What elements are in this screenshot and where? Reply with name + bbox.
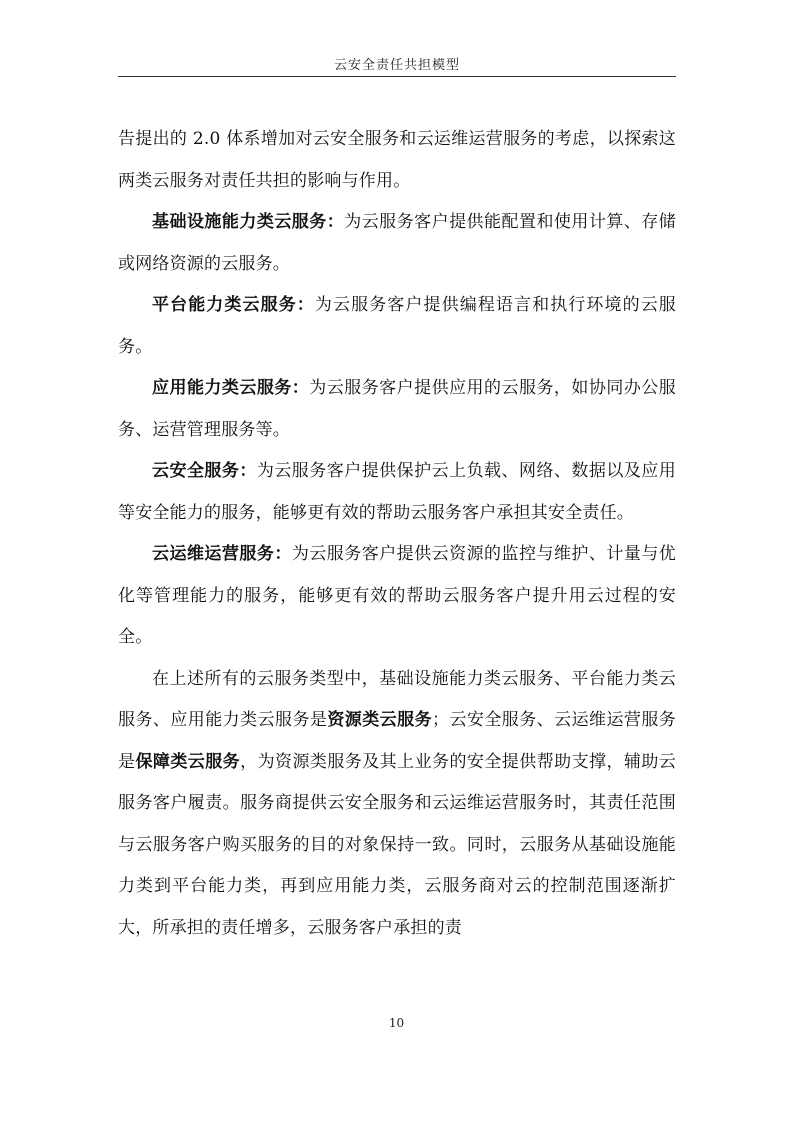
definition-text: 为云服务客户提供云资源的监控与维护、计量与优化等管理能力的服务，能够更有效的帮助云服务客户提升用云过程的安全。 (118, 544, 676, 647)
resource-cloud-term: 资源类云服务 (327, 710, 433, 730)
summary-text: 在上述所有的云服务类型中，基础设施能力类云服务、平台能力类云服务、应用能力类云服务是 (118, 668, 676, 730)
paragraph-continuation (118, 119, 676, 202)
summary-paragraph (118, 659, 676, 950)
document-body (118, 119, 676, 949)
summary-text: ；云安全服务、云运维运营服务是 (118, 710, 676, 772)
definition-cloud-ops (118, 534, 676, 659)
assurance-cloud-term: 保障类云服务 (135, 751, 241, 772)
definition-text: 为云服务客户提供保护云上负载、网络、数据以及应用等安全能力的服务，能够更有效的帮助云服务客户承担其安全责任。 (118, 461, 676, 523)
paragraph-text: 告提出的 2.0 体系增加对云安全服务和云运维运营服务的考虑，以探索这两类云服务对责任共担的影响与作用。 (118, 129, 676, 191)
definition-text: 为云服务客户提供应用的云服务，如协同办公服务、运营管理服务等。 (118, 378, 676, 440)
definition-text: 为云服务客户提供能配置和使用计算、存储或网络资源的云服务。 (118, 212, 676, 274)
definition-text: 为云服务客户提供编程语言和执行环境的云服务。 (118, 295, 676, 357)
definition-term: 应用能力类云服务： (152, 378, 310, 398)
definition-paas (118, 285, 676, 368)
summary-text: ，为资源类服务及其上业务的安全提供帮助支撑，辅助云服务客户履责。服务商提供云安全服务和云运维运营服务时，其责任范围与云服务客户购买服务的目的对象保持一致。同时，云服务从基础设施能力类到平台能力类，再到应用能力类，云服务商对云的控制范围逐渐扩大，所承担的责任增多，云服务客户承担的责 (118, 751, 677, 938)
definition-term: 平台能力类云服务： (152, 295, 315, 315)
page-number: 10 (388, 1016, 405, 1030)
definition-term: 云安全服务： (152, 461, 257, 481)
header-divider (118, 76, 676, 77)
definition-cloud-security (118, 451, 676, 534)
page-header: 云安全责任共担模型 (333, 58, 460, 73)
definition-iaas (118, 202, 676, 285)
definition-term: 基础设施能力类云服务： (152, 212, 345, 232)
definition-term: 云运维运营服务： (152, 544, 292, 564)
definition-saas (118, 368, 676, 451)
